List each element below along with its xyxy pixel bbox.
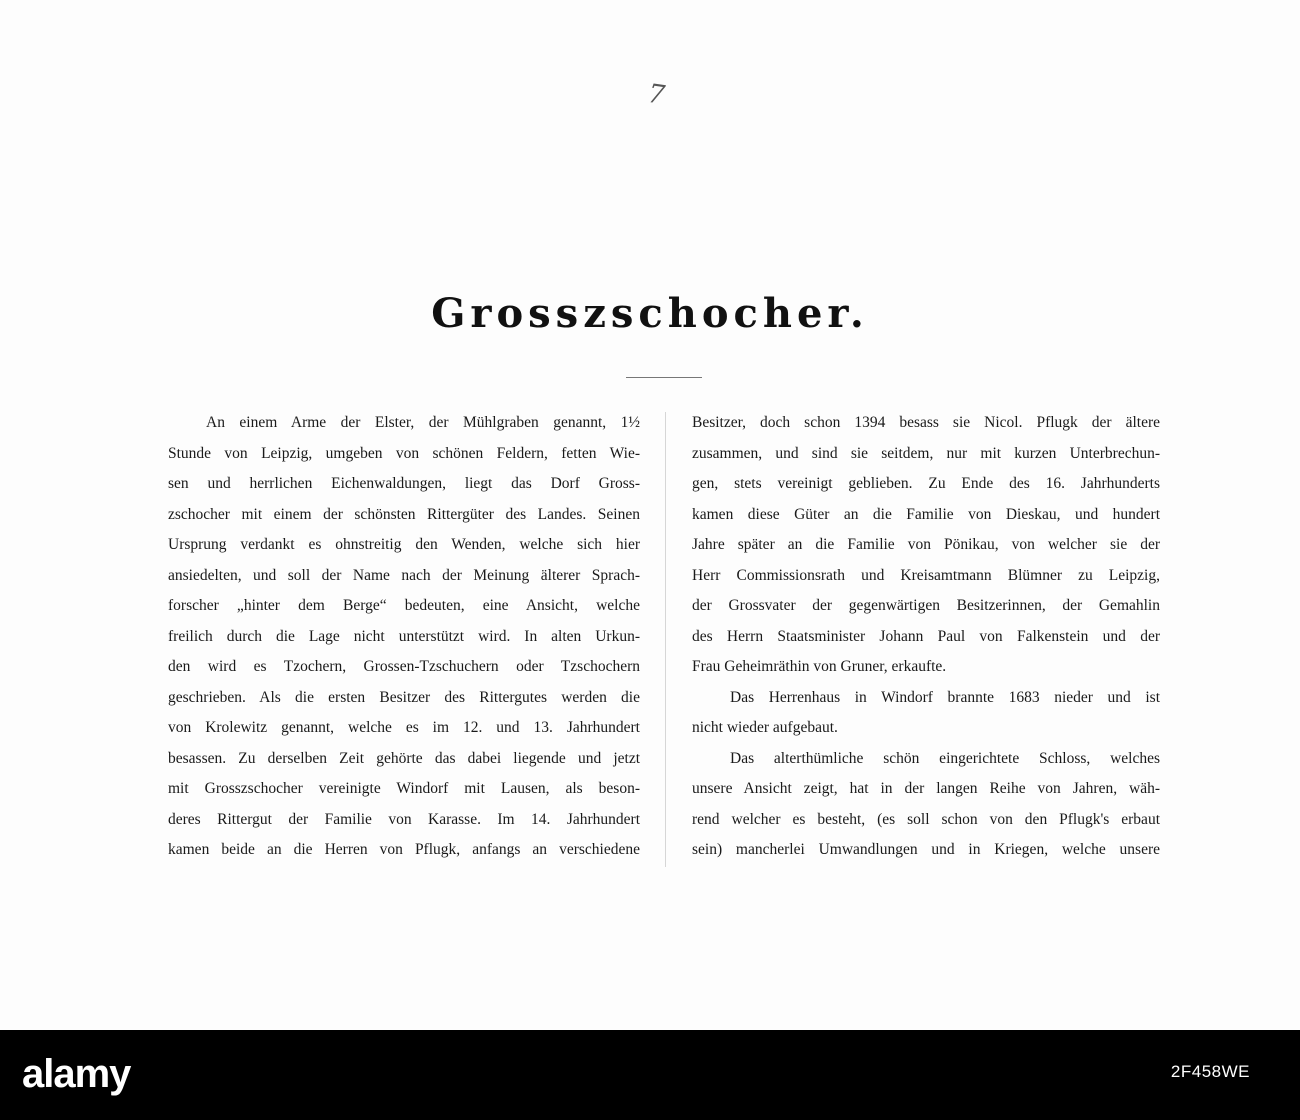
text-line: des Herrn Staatsminister Johann Paul von Falkenstein und der xyxy=(692,627,1160,645)
text-line: freilich durch die Lage nicht unterstützt wird. In alten Urkun- xyxy=(168,627,640,645)
text-line: den wird es Tzochern, Grossen-Tzschuchern oder Tzschochern xyxy=(168,658,640,675)
text-line: sen und herrlichen Eichenwaldungen, liegt das Dorf Gross- xyxy=(168,475,640,492)
page-number: 7 xyxy=(645,78,667,112)
text-line: Besitzer, doch schon 1394 besass sie Nicol. Pflugk der ältere xyxy=(692,414,1160,431)
text-line: besassen. Zu derselben Zeit gehörte das dabei liegende und jetzt xyxy=(168,749,640,767)
text-line: geschrieben. Als die ersten Besitzer des Rittergutes werden die xyxy=(168,688,640,706)
text-line: forscher „hinter dem Berge“ bedeuten, eine Ansicht, welche xyxy=(168,597,640,614)
page-title: Grosszschocher. xyxy=(431,290,869,337)
image-id: 2F458WE xyxy=(1170,1062,1250,1081)
footer-band xyxy=(0,1030,1300,1120)
text-line: deres Rittergut der Familie von Karasse. Im 14. Jahrhundert xyxy=(168,810,640,828)
text-line: zusammen, und sind sie seitdem, nur mit kurzen Unterbrechun- xyxy=(692,444,1160,462)
text-line: Jahre später an die Familie von Pönikau, von welcher sie der xyxy=(692,536,1160,553)
text-line: kamen beide an die Herren von Pflugk, anfangs an verschiedene xyxy=(168,841,640,858)
right-column xyxy=(692,408,1160,866)
left-column xyxy=(168,408,640,866)
text-line: unsere Ansicht zeigt, hat in der langen Reihe von Jahren, wäh- xyxy=(692,780,1160,797)
text-line: Stunde von Leipzig, umgeben von schönen Feldern, fetten Wie- xyxy=(168,444,640,462)
text-line: Herr Commissionsrath und Kreisamtmann Blümner zu Leipzig, xyxy=(692,566,1160,584)
alamy-logo: alamy xyxy=(22,1052,131,1096)
text-line: mit Grosszschocher vereinigte Windorf mit Lausen, als beson- xyxy=(168,780,640,797)
text-line: sein) mancherlei Umwandlungen und in Kriegen, welche unsere xyxy=(692,841,1160,858)
text-line: kamen diese Güter an die Familie von Dieskau, und hundert xyxy=(692,505,1160,523)
text-line: Das Herrenhaus in Windorf brannte 1683 nieder und ist xyxy=(730,688,1160,706)
text-line: An einem Arme der Elster, der Mühlgraben genannt, 1½ xyxy=(206,414,640,431)
column-divider xyxy=(665,412,666,867)
title-rule xyxy=(626,377,702,378)
text-line: von Krolewitz genannt, welche es im 12. und 13. Jahrhundert xyxy=(168,719,640,736)
text-line: Das alterthümliche schön eingerichtete Schloss, welches xyxy=(730,749,1160,767)
text-line: zschocher mit einem der schönsten Rittergüter des Landes. Seinen xyxy=(168,505,640,523)
text-line: Frau Geheimräthin von Gruner, erkaufte. xyxy=(692,658,947,675)
text-line: gen, stets vereinigt geblieben. Zu Ende des 16. Jahrhunderts xyxy=(692,475,1160,492)
text-line: rend welcher es besteht, (es soll schon von den Pflugk's erbaut xyxy=(692,810,1160,828)
text-line: ansiedelten, und soll der Name nach der Meinung älterer Sprach- xyxy=(168,566,640,584)
text-line: der Grossvater der gegenwärtigen Besitzerinnen, der Gemahlin xyxy=(692,597,1160,614)
text-line: nicht wieder aufgebaut. xyxy=(692,719,838,736)
text-line: Ursprung verdankt es ohnstreitig den Wenden, welche sich hier xyxy=(168,536,640,553)
